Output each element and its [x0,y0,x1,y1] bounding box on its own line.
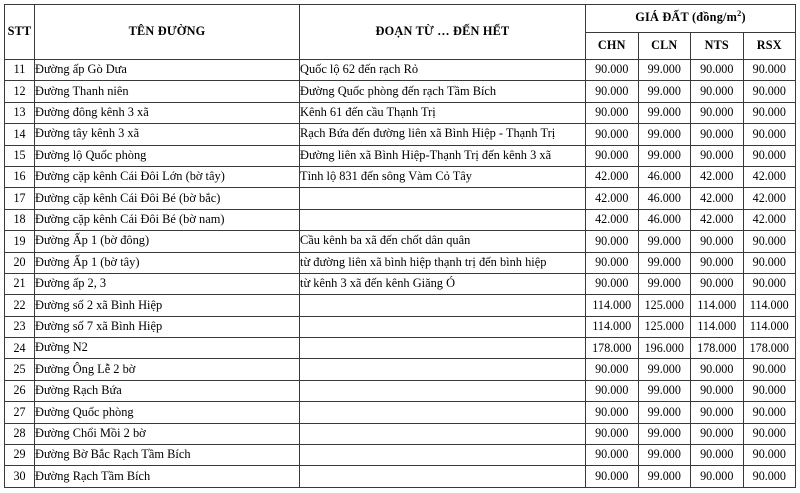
table-row [5,359,796,380]
row-road-name: Đường cặp kênh Cái Đôi Bé (bờ nam) [35,209,300,230]
row-road-name: Đường Quốc phòng [35,402,300,423]
row-price-rsx: 90.000 [743,445,796,466]
row-price-cln: 196.000 [638,338,691,359]
row-price-rsx: 90.000 [743,102,796,123]
row-price-cln: 99.000 [638,81,691,102]
row-price-nts: 90.000 [691,380,744,401]
row-segment: Đường liên xã Bình Hiệp-Thạnh Trị đến kênh 3 xã [300,145,586,166]
row-price-cln: 99.000 [638,423,691,444]
land-price-group-label: GIÁ ĐẤT (đồng/m [635,10,738,25]
row-price-chn: 42.000 [586,209,639,230]
row-price-rsx: 42.000 [743,166,796,187]
row-road-name: Đường đông kênh 3 xã [35,102,300,123]
row-road-name: Đường Ấp 1 (bờ tây) [35,252,300,273]
table-row [5,102,796,123]
row-stt: 27 [5,402,35,423]
row-price-nts: 90.000 [691,466,744,487]
row-price-nts: 90.000 [691,402,744,423]
row-price-chn: 42.000 [586,166,639,187]
row-price-chn: 90.000 [586,380,639,401]
row-segment [300,380,586,401]
row-price-cln: 99.000 [638,402,691,423]
row-stt: 17 [5,188,35,209]
row-segment [300,295,586,316]
row-segment [300,209,586,230]
table-row [5,380,796,401]
row-price-chn: 90.000 [586,145,639,166]
row-stt: 24 [5,338,35,359]
row-price-cln: 46.000 [638,188,691,209]
column-header-cln: CLN [638,32,691,60]
row-price-chn: 90.000 [586,466,639,487]
row-road-name: Đường Rạch Bứa [35,380,300,401]
row-road-name: Đường cặp kênh Cái Đôi Lớn (bờ tây) [35,166,300,187]
row-price-nts: 90.000 [691,102,744,123]
row-stt: 14 [5,124,35,145]
table-row [5,166,796,187]
row-stt: 29 [5,445,35,466]
row-price-chn: 90.000 [586,445,639,466]
table-row [5,445,796,466]
row-price-rsx: 90.000 [743,231,796,252]
row-price-nts: 90.000 [691,231,744,252]
row-segment: từ đường liên xã bình hiệp thạnh trị đến bình hiệp [300,252,586,273]
row-price-cln: 99.000 [638,445,691,466]
row-road-name: Đường số 7 xã Bình Hiệp [35,316,300,337]
row-segment: Cầu kênh ba xã đến chốt dân quân [300,231,586,252]
row-price-chn: 90.000 [586,231,639,252]
row-price-cln: 99.000 [638,124,691,145]
row-price-chn: 90.000 [586,102,639,123]
row-segment: Đường Quốc phòng đến rạch Tầm Bích [300,81,586,102]
row-price-cln: 99.000 [638,380,691,401]
row-segment [300,466,586,487]
row-price-chn: 90.000 [586,273,639,294]
row-price-nts: 90.000 [691,252,744,273]
row-price-nts: 90.000 [691,359,744,380]
row-price-rsx: 90.000 [743,145,796,166]
row-price-chn: 90.000 [586,81,639,102]
row-price-nts: 90.000 [691,124,744,145]
row-price-rsx: 90.000 [743,402,796,423]
row-price-rsx: 114.000 [743,295,796,316]
row-price-cln: 99.000 [638,359,691,380]
table-row [5,295,796,316]
row-price-rsx: 42.000 [743,188,796,209]
land-price-group-label-tail: ) [741,10,746,25]
row-stt: 23 [5,316,35,337]
row-stt: 20 [5,252,35,273]
row-price-cln: 46.000 [638,209,691,230]
table-row [5,60,796,81]
row-price-nts: 90.000 [691,60,744,81]
row-price-chn: 90.000 [586,252,639,273]
row-price-rsx: 90.000 [743,359,796,380]
row-stt: 30 [5,466,35,487]
row-price-chn: 178.000 [586,338,639,359]
row-price-rsx: 178.000 [743,338,796,359]
row-price-rsx: 90.000 [743,81,796,102]
row-price-rsx: 90.000 [743,380,796,401]
table-row [5,252,796,273]
column-header-nts: NTS [691,32,744,60]
row-road-name: Đường lộ Quốc phòng [35,145,300,166]
row-segment [300,338,586,359]
row-road-name: Đường số 2 xã Bình Hiệp [35,295,300,316]
row-price-rsx: 114.000 [743,316,796,337]
row-price-chn: 90.000 [586,359,639,380]
row-segment: Tỉnh lộ 831 đến sông Vàm Cỏ Tây [300,166,586,187]
column-header-segment: ĐOẠN TỪ … ĐẾN HẾT [300,5,586,60]
row-segment: Rạch Bứa đến đường liên xã Bình Hiệp - Thạnh Trị [300,124,586,145]
row-price-cln: 99.000 [638,273,691,294]
row-stt: 16 [5,166,35,187]
row-price-cln: 99.000 [638,231,691,252]
table-row [5,188,796,209]
row-segment [300,445,586,466]
row-price-chn: 90.000 [586,423,639,444]
row-price-nts: 178.000 [691,338,744,359]
column-header-road-name: TÊN ĐƯỜNG [35,5,300,60]
row-road-name: Đường cặp kênh Cái Đôi Bé (bờ bắc) [35,188,300,209]
row-price-chn: 90.000 [586,402,639,423]
table-row [5,145,796,166]
row-price-chn: 42.000 [586,188,639,209]
row-segment: Kênh 61 đến cầu Thạnh Trị [300,102,586,123]
row-road-name: Đường Rạch Tầm Bích [35,466,300,487]
table-header [5,5,796,60]
table-row [5,338,796,359]
row-segment [300,359,586,380]
table-row [5,402,796,423]
row-stt: 26 [5,380,35,401]
row-price-cln: 46.000 [638,166,691,187]
row-road-name: Đường Chổi Mồi 2 bờ [35,423,300,444]
row-segment [300,402,586,423]
table-row [5,423,796,444]
row-price-rsx: 90.000 [743,273,796,294]
row-price-cln: 99.000 [638,60,691,81]
table-row [5,466,796,487]
row-price-cln: 99.000 [638,102,691,123]
row-stt: 12 [5,81,35,102]
row-price-chn: 90.000 [586,124,639,145]
row-price-nts: 90.000 [691,445,744,466]
row-road-name: Đường Ấp 1 (bờ đông) [35,231,300,252]
row-price-rsx: 90.000 [743,124,796,145]
table-row [5,81,796,102]
row-road-name: Đường Ông Lễ 2 bờ [35,359,300,380]
row-price-chn: 90.000 [586,60,639,81]
row-price-nts: 42.000 [691,166,744,187]
row-road-name: Đường ấp 2, 3 [35,273,300,294]
row-price-chn: 114.000 [586,316,639,337]
row-road-name: Đường N2 [35,338,300,359]
row-price-cln: 99.000 [638,252,691,273]
table-row [5,124,796,145]
row-segment: Quốc lộ 62 đến rạch Rỏ [300,60,586,81]
table-body [5,60,796,488]
row-stt: 11 [5,60,35,81]
row-stt: 21 [5,273,35,294]
row-segment: từ kênh 3 xã đến kênh Giăng Ó [300,273,586,294]
row-price-cln: 99.000 [638,466,691,487]
row-stt: 15 [5,145,35,166]
row-price-rsx: 90.000 [743,252,796,273]
table-row [5,209,796,230]
row-stt: 13 [5,102,35,123]
column-header-chn: CHN [586,32,639,60]
table-row [5,273,796,294]
row-price-nts: 42.000 [691,209,744,230]
row-price-nts: 114.000 [691,316,744,337]
column-header-stt: STT [5,5,35,60]
row-stt: 25 [5,359,35,380]
row-price-nts: 42.000 [691,188,744,209]
row-road-name: Đường Bờ Bắc Rạch Tầm Bích [35,445,300,466]
land-price-group-superscript: 2 [737,9,742,19]
row-price-nts: 90.000 [691,423,744,444]
row-price-nts: 90.000 [691,273,744,294]
column-header-rsx: RSX [743,32,796,60]
row-price-cln: 125.000 [638,316,691,337]
row-segment [300,423,586,444]
row-segment [300,316,586,337]
row-price-rsx: 42.000 [743,209,796,230]
table-row [5,316,796,337]
row-road-name: Đường tây kênh 3 xã [35,124,300,145]
land-price-table [4,4,796,488]
row-price-nts: 90.000 [691,81,744,102]
row-price-rsx: 90.000 [743,60,796,81]
row-price-nts: 90.000 [691,145,744,166]
row-price-chn: 114.000 [586,295,639,316]
row-price-rsx: 90.000 [743,423,796,444]
row-stt: 18 [5,209,35,230]
row-price-cln: 99.000 [638,145,691,166]
row-stt: 28 [5,423,35,444]
row-price-nts: 114.000 [691,295,744,316]
row-road-name: Đường ấp Gò Dưa [35,60,300,81]
row-segment [300,188,586,209]
row-stt: 22 [5,295,35,316]
row-price-rsx: 90.000 [743,466,796,487]
row-price-cln: 125.000 [638,295,691,316]
column-header-land-price-group [586,5,796,33]
table-row [5,231,796,252]
row-road-name: Đường Thanh niên [35,81,300,102]
row-stt: 19 [5,231,35,252]
